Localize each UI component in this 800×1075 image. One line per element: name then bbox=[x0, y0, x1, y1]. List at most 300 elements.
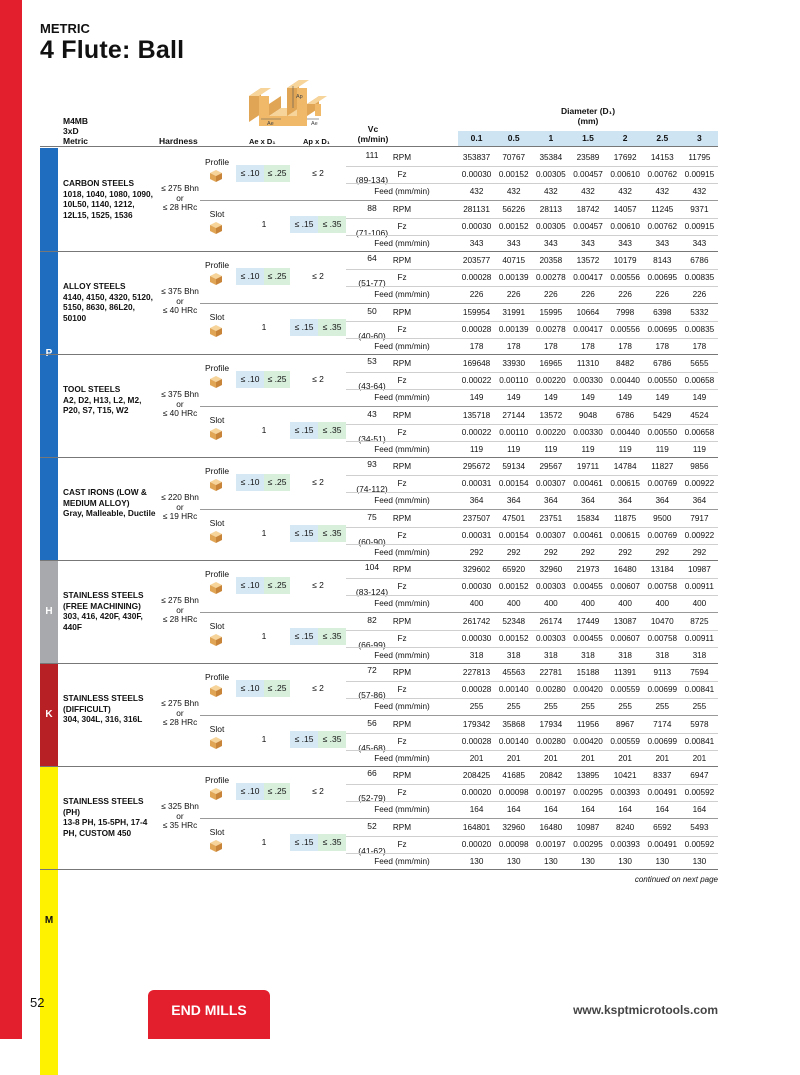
iso-group-label: P bbox=[45, 348, 53, 359]
profile-fz-row bbox=[346, 681, 718, 698]
feed-value: 201 bbox=[469, 753, 484, 763]
material-name: CARBON STEELS bbox=[63, 178, 134, 188]
profile-label: Profile bbox=[204, 260, 230, 270]
feed-value: 343 bbox=[506, 238, 521, 248]
rpm-value: 33930 bbox=[502, 359, 526, 368]
cutting-block-icon bbox=[209, 633, 223, 647]
material-grades: 1018, 1040, 1080, 1090, 10L50, 1140, 1212, 12L15, 1525, 1536 bbox=[63, 188, 153, 220]
hardness-line: ≤ 40 HRc bbox=[162, 305, 198, 315]
feed-value: 178 bbox=[469, 341, 484, 351]
fz-value: 0.00020 bbox=[461, 788, 492, 797]
rpm-value: 13572 bbox=[576, 256, 600, 265]
feed-value: 343 bbox=[655, 238, 670, 248]
feed-value: 201 bbox=[692, 753, 707, 763]
vc-profile: 111 bbox=[365, 150, 379, 160]
fz-value: 0.00030 bbox=[461, 221, 492, 231]
hardness-line: or bbox=[176, 810, 184, 821]
row-label: Fz bbox=[397, 324, 407, 334]
row-label: Feed (mm/min) bbox=[374, 599, 430, 608]
vc-range-profile: (74-112) bbox=[356, 484, 388, 494]
material-name: STAINLESS STEELS (PH) bbox=[63, 796, 144, 817]
rpm-value: 281131 bbox=[463, 204, 490, 214]
feed-value: 178 bbox=[655, 341, 670, 351]
fz-value: 0.00915 bbox=[684, 221, 715, 231]
profile-label: Profile bbox=[204, 363, 230, 373]
profile-rpm-row bbox=[346, 149, 718, 166]
rpm-value: 13087 bbox=[613, 616, 637, 626]
profile-rpm-row bbox=[346, 355, 718, 372]
fz-value: 0.00305 bbox=[536, 221, 566, 231]
slot-label: Slot bbox=[209, 724, 225, 734]
rpm-value: 4524 bbox=[690, 410, 709, 420]
fz-value: 0.00022 bbox=[461, 376, 492, 385]
rpm-value: 11245 bbox=[651, 204, 674, 214]
fz-value: 0.00592 bbox=[684, 839, 715, 849]
ae-profile-a: ≤ .10 bbox=[236, 474, 264, 491]
cutting-block-icon bbox=[209, 427, 223, 441]
row-label: Feed (mm/min) bbox=[374, 856, 430, 866]
slot-rpm-row bbox=[346, 201, 718, 218]
ap-profile: ≤ 2 bbox=[312, 683, 324, 693]
feed-value: 255 bbox=[506, 702, 521, 711]
row-label: Feed (mm/min) bbox=[374, 753, 430, 763]
feed-value: 400 bbox=[655, 599, 670, 608]
feed-value: 318 bbox=[618, 650, 632, 660]
rpm-value: 13572 bbox=[539, 410, 563, 420]
hardness-line: ≤ 28 HRc bbox=[162, 202, 198, 212]
feed-value: 364 bbox=[469, 496, 484, 505]
website-url: www.ksptmicrotools.com bbox=[573, 1003, 718, 1017]
ap-slot-b: ≤ .35 bbox=[318, 216, 346, 233]
row-label: RPM bbox=[392, 616, 412, 626]
vc-slot: 82 bbox=[367, 614, 377, 625]
feed-value: 364 bbox=[544, 496, 558, 505]
diameter-values-row bbox=[458, 131, 718, 146]
slot-feed-row bbox=[346, 750, 718, 767]
rpm-value: 9856 bbox=[690, 462, 709, 471]
rpm-value: 52348 bbox=[502, 616, 526, 626]
feed-value: 318 bbox=[581, 650, 595, 660]
ae-profile-b: ≤ .25 bbox=[264, 577, 290, 594]
feed-value: 164 bbox=[506, 805, 521, 814]
row-label: Feed (mm/min) bbox=[374, 496, 430, 505]
rpm-value: 10664 bbox=[576, 307, 600, 317]
ae-profile-a: ≤ .10 bbox=[236, 268, 264, 285]
fz-value: 0.00139 bbox=[498, 324, 529, 334]
slot-fz-row bbox=[346, 218, 718, 235]
ap-slot-a: ≤ .15 bbox=[290, 834, 318, 851]
fz-value: 0.00461 bbox=[573, 530, 603, 540]
fz-value: 0.00098 bbox=[498, 788, 529, 797]
diameter-value: 2 bbox=[622, 133, 628, 143]
fz-value: 0.00762 bbox=[647, 221, 678, 231]
fz-value: 0.00393 bbox=[610, 788, 640, 797]
ae-profile-a: ≤ .10 bbox=[236, 165, 264, 182]
ap-profile: ≤ 2 bbox=[312, 580, 324, 590]
slot-feed-row bbox=[346, 338, 718, 355]
rpm-value: 9500 bbox=[653, 513, 672, 523]
profile-rpm-row bbox=[346, 458, 718, 475]
fz-value: 0.00550 bbox=[647, 376, 678, 385]
cutting-block-icon bbox=[209, 375, 223, 389]
row-label: RPM bbox=[392, 153, 412, 162]
row-label: Fz bbox=[397, 273, 407, 282]
feed-value: 226 bbox=[506, 290, 521, 299]
fz-value: 0.00330 bbox=[573, 427, 603, 437]
profile-label: Profile bbox=[204, 672, 230, 682]
feed-value: 364 bbox=[581, 496, 595, 505]
rpm-value: 9113 bbox=[653, 668, 672, 677]
rpm-value: 23751 bbox=[539, 513, 563, 523]
series-header: M4MB 3xD Metric bbox=[63, 116, 89, 146]
slot-fz-row bbox=[346, 527, 718, 544]
row-label: Fz bbox=[397, 736, 407, 746]
ae-profile-b: ≤ .25 bbox=[264, 371, 290, 388]
row-label: Fz bbox=[397, 633, 407, 643]
ap-profile: ≤ 2 bbox=[312, 374, 324, 384]
feed-value: 432 bbox=[469, 187, 484, 196]
vc-profile: 64 bbox=[367, 253, 377, 263]
hardness-line: or bbox=[176, 707, 184, 718]
fz-value: 0.00020 bbox=[461, 839, 492, 849]
slot-rpm-row bbox=[346, 510, 718, 527]
rpm-value: 6592 bbox=[653, 822, 672, 832]
iso-group-label: K bbox=[45, 708, 53, 720]
row-label: RPM bbox=[392, 307, 412, 317]
slot-feed-row bbox=[346, 544, 718, 561]
rpm-value: 16480 bbox=[539, 822, 563, 832]
feed-value: 226 bbox=[469, 290, 484, 299]
ap-slot-b: ≤ .35 bbox=[318, 422, 346, 439]
fz-value: 0.00295 bbox=[573, 839, 603, 849]
rpm-value: 8725 bbox=[690, 616, 709, 626]
fz-value: 0.00305 bbox=[536, 170, 566, 179]
slot-rpm-row bbox=[346, 407, 718, 424]
ap-profile: ≤ 2 bbox=[312, 168, 324, 178]
fz-value: 0.00307 bbox=[536, 479, 566, 488]
ae-slot: 1 bbox=[261, 425, 267, 435]
diameter-header: Diameter (D₁) (mm) bbox=[560, 106, 616, 126]
feed-value: 164 bbox=[544, 805, 558, 814]
fz-value: 0.00030 bbox=[461, 170, 492, 179]
feed-value: 292 bbox=[618, 547, 632, 557]
rpm-value: 135718 bbox=[462, 410, 491, 420]
fz-value: 0.00330 bbox=[573, 376, 603, 385]
rpm-value: 21973 bbox=[576, 565, 600, 574]
diameter-value: 1 bbox=[548, 133, 554, 143]
fz-value: 0.00699 bbox=[647, 685, 678, 694]
rpm-value: 22781 bbox=[539, 668, 563, 677]
profile-feed-row bbox=[346, 492, 718, 509]
operation-divider bbox=[200, 818, 718, 819]
fz-value: 0.00922 bbox=[684, 479, 715, 488]
hardness-line: or bbox=[176, 398, 184, 409]
hardness-line: ≤ 19 HRc bbox=[162, 511, 198, 521]
vc-slot: 56 bbox=[367, 717, 377, 728]
fz-value: 0.00417 bbox=[573, 324, 603, 334]
feed-value: 432 bbox=[506, 187, 521, 196]
rpm-value: 159954 bbox=[462, 307, 491, 317]
fz-value: 0.00615 bbox=[610, 530, 640, 540]
material-cell bbox=[63, 590, 158, 632]
fz-value: 0.00152 bbox=[498, 221, 529, 231]
row-label: Fz bbox=[397, 376, 407, 385]
rpm-value: 7917 bbox=[690, 513, 709, 523]
rpm-value: 17692 bbox=[613, 153, 637, 162]
rpm-value: 11875 bbox=[614, 513, 637, 523]
row-label: RPM bbox=[392, 462, 412, 471]
ae-profile-a: ≤ .10 bbox=[236, 371, 264, 388]
fz-value: 0.00303 bbox=[536, 582, 566, 591]
material-divider bbox=[40, 869, 718, 870]
feed-value: 400 bbox=[618, 599, 632, 608]
rpm-value: 16965 bbox=[539, 359, 563, 368]
rpm-value: 13895 bbox=[576, 771, 600, 780]
feed-value: 119 bbox=[618, 444, 632, 454]
hardness-header: Hardness bbox=[159, 136, 198, 146]
row-label: Fz bbox=[397, 788, 407, 797]
ap-slot-a: ≤ .15 bbox=[290, 731, 318, 748]
vc-slot: 75 bbox=[367, 511, 377, 522]
row-label: RPM bbox=[392, 359, 412, 368]
feed-value: 178 bbox=[581, 341, 595, 351]
feed-value: 292 bbox=[692, 547, 707, 557]
cutting-block-icon bbox=[209, 736, 223, 750]
rpm-value: 11391 bbox=[614, 668, 637, 677]
slot-feed-row bbox=[346, 441, 718, 458]
rpm-value: 32960 bbox=[539, 565, 563, 574]
ap-profile: ≤ 2 bbox=[312, 786, 324, 796]
fz-value: 0.00031 bbox=[461, 530, 492, 540]
feed-value: 400 bbox=[544, 599, 558, 608]
hardness-line: ≤ 275 Bhn bbox=[161, 698, 199, 708]
hardness-line: ≤ 375 Bhn bbox=[161, 286, 199, 296]
slot-feed-row bbox=[346, 647, 718, 664]
feed-value: 343 bbox=[692, 238, 707, 248]
rpm-value: 17934 bbox=[539, 719, 563, 729]
vc-range-slot: (34-51) bbox=[358, 433, 386, 444]
iso-group-label: M bbox=[44, 914, 54, 926]
fz-value: 0.00695 bbox=[647, 324, 678, 334]
fz-value: 0.00762 bbox=[647, 170, 678, 179]
vc-range-slot: (40-60) bbox=[358, 330, 386, 341]
rpm-value: 295672 bbox=[462, 462, 491, 471]
fz-value: 0.00154 bbox=[498, 530, 529, 540]
slot-fz-row bbox=[346, 836, 718, 853]
fz-value: 0.00455 bbox=[573, 633, 603, 643]
hardness-line: ≤ 28 HRc bbox=[162, 614, 198, 624]
profile-fz-row bbox=[346, 372, 718, 389]
rpm-value: 47501 bbox=[502, 513, 526, 523]
fz-value: 0.00491 bbox=[647, 839, 678, 849]
ae-slot: 1 bbox=[261, 528, 267, 538]
rpm-value: 56226 bbox=[502, 204, 526, 214]
row-label: RPM bbox=[392, 256, 412, 265]
cutting-block-icon bbox=[209, 272, 223, 286]
ap-slot-a: ≤ .15 bbox=[290, 525, 318, 542]
feed-value: 149 bbox=[692, 393, 707, 402]
fz-value: 0.00610 bbox=[610, 221, 640, 231]
svg-text:Ap: Ap bbox=[296, 94, 303, 100]
rpm-value: 14153 bbox=[650, 153, 674, 162]
rpm-value: 70767 bbox=[502, 153, 526, 162]
material-name: ALLOY STEELS bbox=[63, 281, 126, 291]
diameter-value: 3 bbox=[697, 133, 702, 143]
row-label: RPM bbox=[392, 204, 412, 214]
row-label: Feed (mm/min) bbox=[374, 702, 430, 711]
feed-value: 318 bbox=[692, 650, 707, 660]
rpm-value: 5655 bbox=[690, 359, 709, 368]
feed-value: 343 bbox=[469, 238, 484, 248]
material-name: STAINLESS STEELS (FREE MACHINING) bbox=[63, 590, 144, 611]
feed-value: 255 bbox=[618, 702, 632, 711]
feed-value: 255 bbox=[544, 702, 558, 711]
row-label: RPM bbox=[392, 822, 412, 832]
feed-value: 400 bbox=[581, 599, 595, 608]
rpm-value: 261742 bbox=[462, 616, 491, 626]
feed-value: 292 bbox=[544, 547, 558, 557]
vc-slot: 50 bbox=[367, 305, 377, 316]
slot-rpm-row bbox=[346, 613, 718, 630]
fz-value: 0.00922 bbox=[684, 530, 715, 540]
ae-profile-b: ≤ .25 bbox=[264, 783, 290, 800]
fz-value: 0.00110 bbox=[499, 427, 529, 437]
profile-rpm-row bbox=[346, 767, 718, 784]
vc-header: Vc (m/min) bbox=[357, 124, 389, 144]
hardness-line: ≤ 325 Bhn bbox=[161, 801, 199, 811]
fz-value: 0.00915 bbox=[684, 170, 715, 179]
vc-range-profile: (51-77) bbox=[358, 278, 386, 288]
ae-profile-a: ≤ .10 bbox=[236, 783, 264, 800]
vc-profile: 104 bbox=[364, 562, 380, 572]
diameter-value: 0.1 bbox=[470, 133, 483, 143]
vc-profile: 53 bbox=[367, 356, 377, 366]
fz-value: 0.00769 bbox=[647, 479, 678, 488]
fz-value: 0.00030 bbox=[461, 582, 492, 591]
feed-value: 201 bbox=[581, 753, 595, 763]
fz-value: 0.00556 bbox=[610, 273, 640, 282]
feed-value: 400 bbox=[692, 599, 707, 608]
row-label: RPM bbox=[392, 668, 412, 677]
fz-value: 0.00152 bbox=[498, 170, 529, 179]
diameter-value: 2.5 bbox=[656, 133, 669, 143]
ap-slot-a: ≤ .15 bbox=[290, 319, 318, 336]
fz-value: 0.00841 bbox=[684, 685, 715, 694]
rpm-value: 203577 bbox=[462, 256, 491, 265]
fz-value: 0.00417 bbox=[573, 273, 603, 282]
rpm-value: 27144 bbox=[502, 410, 526, 420]
feed-value: 432 bbox=[655, 187, 670, 196]
feed-value: 149 bbox=[544, 393, 558, 402]
feed-value: 226 bbox=[544, 290, 558, 299]
fz-value: 0.00420 bbox=[573, 736, 603, 746]
fz-value: 0.00278 bbox=[536, 273, 566, 282]
feed-value: 130 bbox=[618, 856, 632, 866]
fz-value: 0.00835 bbox=[684, 324, 715, 334]
rpm-value: 8967 bbox=[616, 719, 635, 729]
profile-rpm-row bbox=[346, 252, 718, 269]
vc-range-slot: (45-68) bbox=[358, 742, 386, 753]
rpm-value: 18742 bbox=[576, 204, 600, 214]
slot-label: Slot bbox=[209, 518, 225, 528]
fz-value: 0.00457 bbox=[573, 221, 603, 231]
feed-value: 164 bbox=[581, 805, 595, 814]
feed-value: 130 bbox=[544, 856, 558, 866]
rpm-value: 5332 bbox=[690, 307, 709, 317]
ae-profile-b: ≤ .25 bbox=[264, 680, 290, 697]
fz-value: 0.00592 bbox=[684, 788, 715, 797]
fz-value: 0.00028 bbox=[461, 273, 492, 282]
fz-value: 0.00658 bbox=[684, 427, 715, 437]
feed-value: 130 bbox=[581, 856, 595, 866]
row-label: Feed (mm/min) bbox=[374, 650, 430, 660]
row-label: Fz bbox=[397, 170, 407, 179]
profile-fz-row bbox=[346, 578, 718, 595]
fz-value: 0.00440 bbox=[610, 427, 640, 437]
fz-value: 0.00491 bbox=[647, 788, 678, 797]
feed-value: 201 bbox=[655, 753, 670, 763]
slot-label: Slot bbox=[209, 827, 225, 837]
fz-value: 0.00154 bbox=[498, 479, 529, 488]
ae-profile-a: ≤ .10 bbox=[236, 577, 264, 594]
ae-profile-b: ≤ .25 bbox=[264, 268, 290, 285]
rpm-value: 17449 bbox=[576, 616, 600, 626]
fz-value: 0.00556 bbox=[610, 324, 640, 334]
fz-value: 0.00841 bbox=[684, 736, 715, 746]
fz-value: 0.00197 bbox=[536, 839, 566, 849]
vc-range-profile: (83-124) bbox=[355, 587, 389, 597]
slot-fz-row bbox=[346, 424, 718, 441]
row-label: Feed (mm/min) bbox=[374, 547, 430, 557]
feed-value: 292 bbox=[469, 547, 484, 557]
fz-value: 0.00197 bbox=[536, 788, 566, 797]
row-label: Fz bbox=[397, 479, 407, 488]
slot-rpm-row bbox=[346, 819, 718, 836]
feed-value: 364 bbox=[506, 496, 521, 505]
section-tab: END MILLS bbox=[148, 990, 270, 1039]
feed-value: 178 bbox=[544, 341, 558, 351]
feed-value: 364 bbox=[692, 496, 707, 505]
hardness-line: ≤ 220 Bhn bbox=[161, 492, 199, 502]
material-cell bbox=[63, 487, 158, 519]
rpm-value: 59134 bbox=[502, 462, 526, 471]
feed-value: 130 bbox=[655, 856, 670, 866]
row-label: RPM bbox=[392, 513, 412, 523]
feed-value: 318 bbox=[469, 650, 484, 660]
feed-value: 149 bbox=[618, 393, 632, 402]
iso-group-label: H bbox=[45, 605, 53, 617]
feed-value: 292 bbox=[655, 547, 670, 557]
feed-value: 292 bbox=[581, 547, 595, 557]
fz-value: 0.00280 bbox=[536, 736, 566, 746]
feed-value: 364 bbox=[618, 496, 632, 505]
rpm-value: 353837 bbox=[462, 153, 491, 162]
row-label: RPM bbox=[392, 565, 412, 574]
ap-profile: ≤ 2 bbox=[312, 271, 324, 281]
profile-feed-row bbox=[346, 801, 718, 818]
hardness-line: ≤ 28 HRc bbox=[162, 717, 198, 727]
fz-value: 0.00028 bbox=[461, 736, 492, 746]
feed-value: 178 bbox=[506, 341, 521, 351]
material-grades: A2, D2, H13, L2, M2, P20, S7, T15, W2 bbox=[63, 394, 142, 415]
fz-value: 0.00457 bbox=[573, 170, 603, 179]
fz-value: 0.00455 bbox=[573, 582, 603, 591]
ap-slot-a: ≤ .15 bbox=[290, 422, 318, 439]
unit-label: METRIC bbox=[40, 21, 90, 36]
feed-value: 130 bbox=[469, 856, 484, 866]
rpm-value: 169648 bbox=[462, 359, 491, 368]
feed-value: 119 bbox=[507, 444, 521, 454]
